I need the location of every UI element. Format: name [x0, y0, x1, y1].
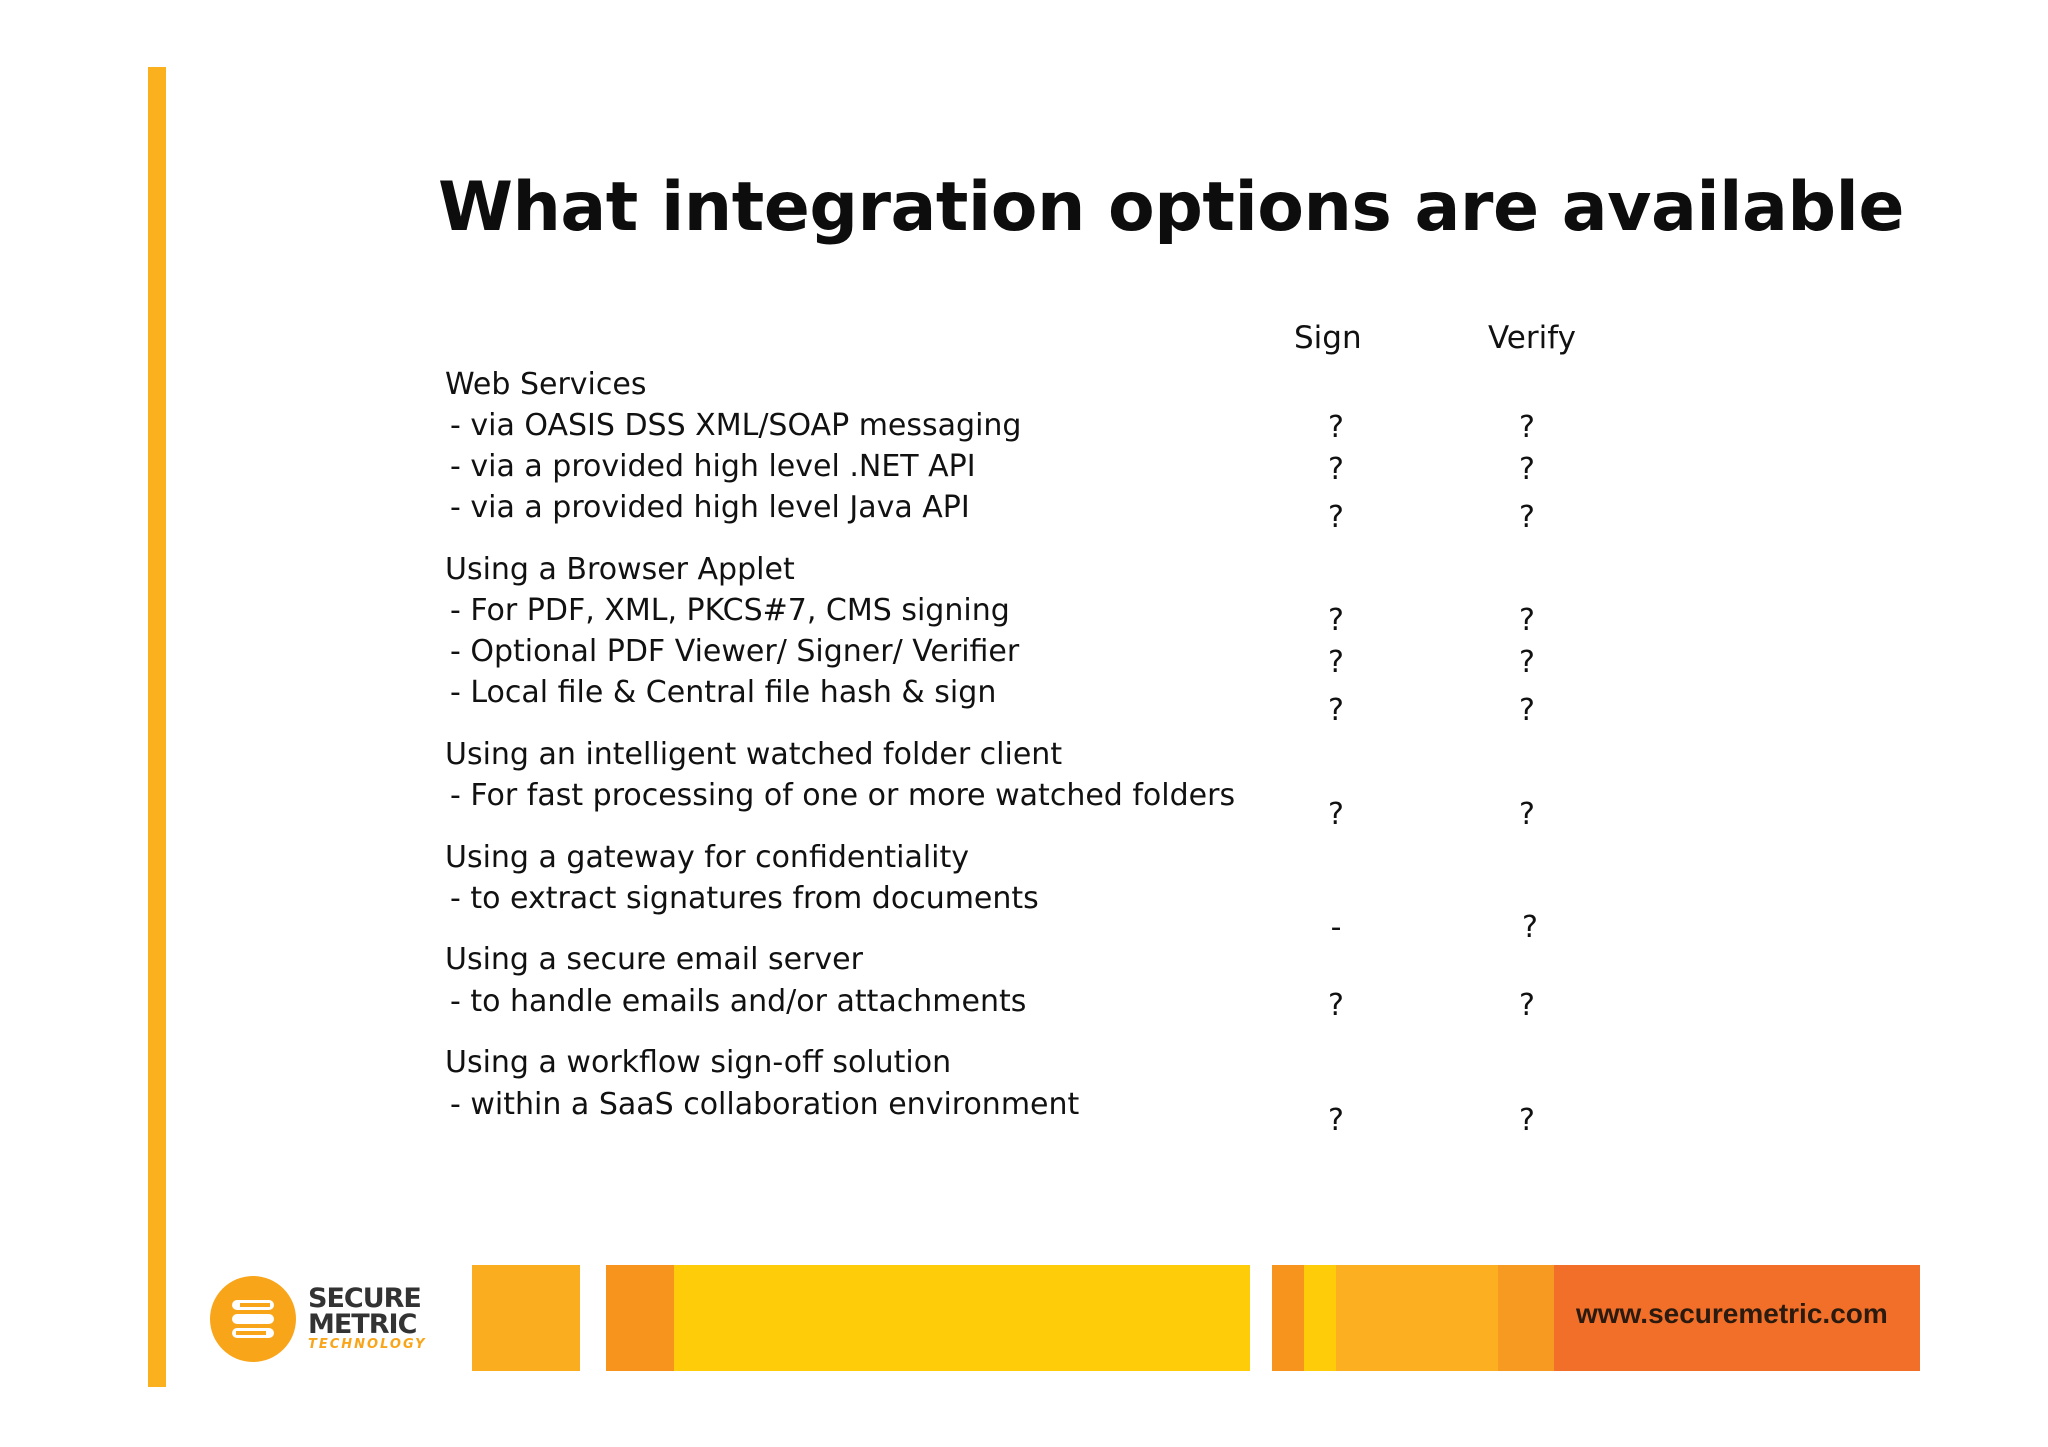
row-label: - via OASIS DSS XML/SOAP messaging [450, 408, 1022, 443]
verify-mark: ? [1519, 603, 1535, 638]
verify-mark: ? [1519, 988, 1535, 1023]
row-label: - to extract signatures from documents [450, 881, 1039, 916]
sign-mark: - [1330, 910, 1342, 945]
verify-mark: ? [1522, 910, 1538, 945]
sign-mark: ? [1328, 603, 1344, 638]
verify-mark: ? [1519, 500, 1535, 535]
column-header-verify: Verify [1488, 320, 1576, 356]
group-heading: Web Services [445, 367, 647, 402]
verify-mark: ? [1519, 797, 1535, 832]
sign-mark: ? [1328, 645, 1344, 680]
row-label: - to handle emails and/or attachments [450, 984, 1027, 1019]
footer-band [606, 1265, 674, 1371]
group-heading: Using a workflow sign-off solution [445, 1045, 952, 1080]
group-heading: Using a gateway for confidentiality [445, 840, 970, 875]
sign-mark: ? [1328, 988, 1344, 1023]
left-accent-bar [148, 67, 166, 1387]
logo-s-icon [228, 1294, 278, 1344]
row-label: - within a SaaS collaboration environment [450, 1087, 1080, 1122]
group-heading: Using a secure email server [445, 942, 863, 977]
footer-url: www.securemetric.com [1576, 1298, 1888, 1329]
column-header-sign: Sign [1294, 320, 1362, 356]
row-label: - via a provided high level Java API [450, 490, 970, 525]
logo-wordmark [308, 1283, 427, 1352]
sign-mark: ? [1328, 452, 1344, 487]
group-heading: Using a Browser Applet [445, 552, 795, 587]
securemetric-logo [210, 1276, 440, 1366]
sign-mark: ? [1328, 693, 1344, 728]
row-label: - For PDF, XML, PKCS#7, CMS signing [450, 593, 1010, 628]
footer-band [674, 1265, 1250, 1371]
logo-circle-icon [210, 1276, 296, 1362]
footer-band [1498, 1265, 1554, 1371]
sign-mark: ? [1328, 797, 1344, 832]
sign-mark: ? [1328, 410, 1344, 445]
sign-mark: ? [1328, 1103, 1344, 1138]
sign-mark: ? [1328, 500, 1344, 535]
group-heading: Using an intelligent watched folder client [445, 737, 1063, 772]
slide-title: What integration options are available [438, 168, 1904, 247]
footer-band [1304, 1265, 1336, 1371]
row-label: - For fast processing of one or more watched folders [450, 778, 1236, 813]
footer-band [472, 1265, 580, 1371]
logo-line-metric: METRIC [308, 1309, 417, 1340]
verify-mark: ? [1519, 410, 1535, 445]
verify-mark: ? [1519, 693, 1535, 728]
row-label: - via a provided high level .NET API [450, 449, 976, 484]
row-label: - Optional PDF Viewer/ Signer/ Verifier [450, 634, 1020, 669]
verify-mark: ? [1519, 645, 1535, 680]
footer-band [1272, 1265, 1304, 1371]
verify-mark: ? [1519, 1103, 1535, 1138]
footer-band [1336, 1265, 1498, 1371]
logo-line-technology: TECHNOLOGY [308, 1337, 427, 1352]
logo-line-secure: SECURE [308, 1283, 421, 1314]
row-label: - Local file & Central file hash & sign [450, 675, 997, 710]
verify-mark: ? [1519, 452, 1535, 487]
